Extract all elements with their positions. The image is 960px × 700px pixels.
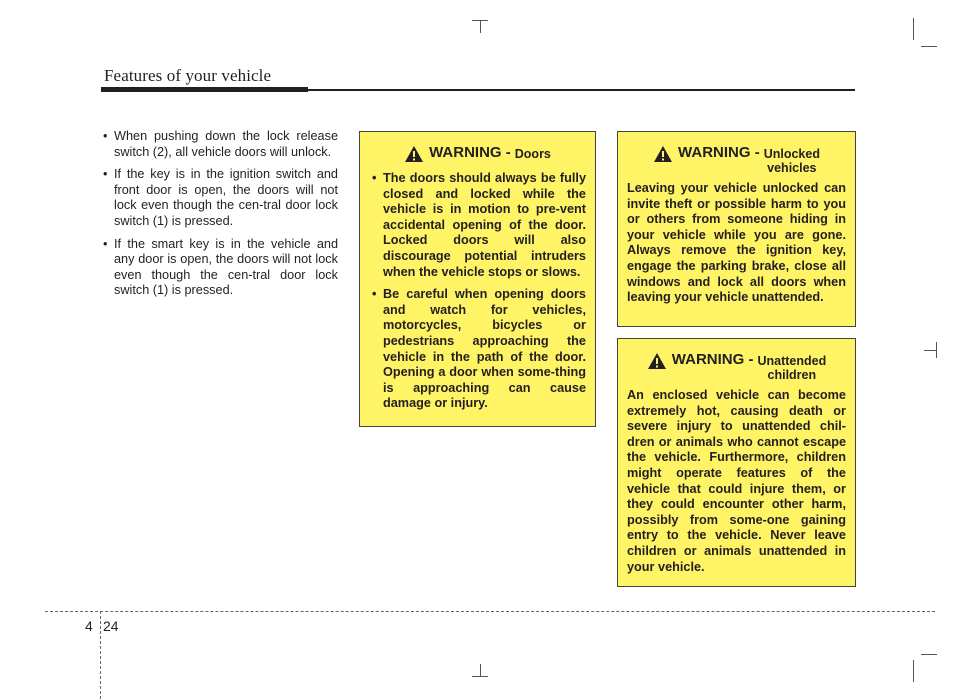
list-item: • If the smart key is in the vehicle and any door is open, the doors will not lock even though the cen-tral door lock switch (1) is pressed. (100, 237, 338, 299)
warning-body-text: Leaving your vehicle unlocked can invite theft or possible harm to you or others from someone hiding in your vehicle while you are gone. Always remove the ignition key, engage the parking brake, close all windows and lock all doors when leaving your vehicle unattended. (627, 181, 846, 305)
crop-mark-right-middle-v (936, 342, 937, 358)
warning-bullet-list (360, 171, 595, 412)
warning-label: WARNING - (429, 144, 511, 161)
body-text-column (100, 129, 338, 306)
crop-mark-top-right-v (913, 18, 914, 40)
warning-triangle-icon (647, 352, 667, 370)
crop-mark-bottom-right-h (921, 654, 937, 655)
footer-dashed-rule (45, 611, 935, 612)
warning-subject-line: children (767, 368, 817, 382)
warning-triangle-icon (404, 145, 424, 163)
header-rule-thin (308, 89, 855, 91)
warning-body-text: An enclosed vehicle can become extremely hot, causing death or severe injury to unattended chil-dren or animals who cannot escape the vehicle. Furthermore, children might operate features of the vehicle that could injure them, or they could encounter other harm, possibly from some-one gaining entry to the vehicle. Never leave children or animals unattended in your vehicle. (627, 388, 846, 574)
crop-mark-bottom-right-v (913, 660, 914, 682)
list-item: • If the key is in the ignition switch and front door is open, the doors will not lock even though the cen-tral door lock switch (1) is pressed. (100, 167, 338, 229)
warning-box-unlocked-vehicles (617, 131, 856, 327)
page-section-title: Features of your vehicle (104, 66, 272, 85)
crop-mark-top-center-v (480, 21, 481, 33)
crop-mark-bottom-center-h (472, 676, 488, 677)
list-item: • The doors should always be fully closed and locked while the vehicle is in motion to pre-vent accidental opening of the door. Locked doors will also discourage potential intruders when the vehicle stops or slows. (372, 171, 586, 280)
crop-mark-bottom-center-v (480, 664, 481, 676)
warning-label: WARNING - (671, 351, 754, 368)
warning-subject-line: Unattended (757, 354, 827, 368)
bullet-list (100, 129, 338, 299)
chapter-number: 4 (85, 618, 93, 634)
warning-box-unattended-children (617, 338, 856, 587)
warning-heading (618, 144, 855, 175)
list-item: • When pushing down the lock release switch (2), all vehicle doors will unlock. (100, 129, 338, 160)
list-item: • Be careful when opening doors and watch for vehicles, motorcycles, bicycles or pedestrians approaching the vehicle in the path of the door. Opening a door when some-thing is approaching can cause damage or injury. (372, 287, 586, 412)
warning-subject: Doors (514, 147, 551, 161)
warning-subject (757, 354, 826, 382)
warning-heading (360, 144, 595, 163)
warning-label: WARNING - (678, 144, 760, 161)
warning-box-doors (359, 131, 596, 427)
crop-mark-right-middle-h (924, 350, 936, 351)
header-rule-thick (101, 87, 308, 92)
warning-triangle-icon (653, 145, 673, 163)
warning-subject (764, 147, 820, 175)
warning-heading (618, 351, 855, 382)
crop-mark-top-right-h (921, 46, 937, 47)
page-number: 24 (103, 618, 119, 634)
warning-subject-line: Unlocked (763, 147, 820, 161)
footer-dashed-divider (100, 611, 101, 699)
warning-subject-line: vehicles (767, 161, 817, 175)
